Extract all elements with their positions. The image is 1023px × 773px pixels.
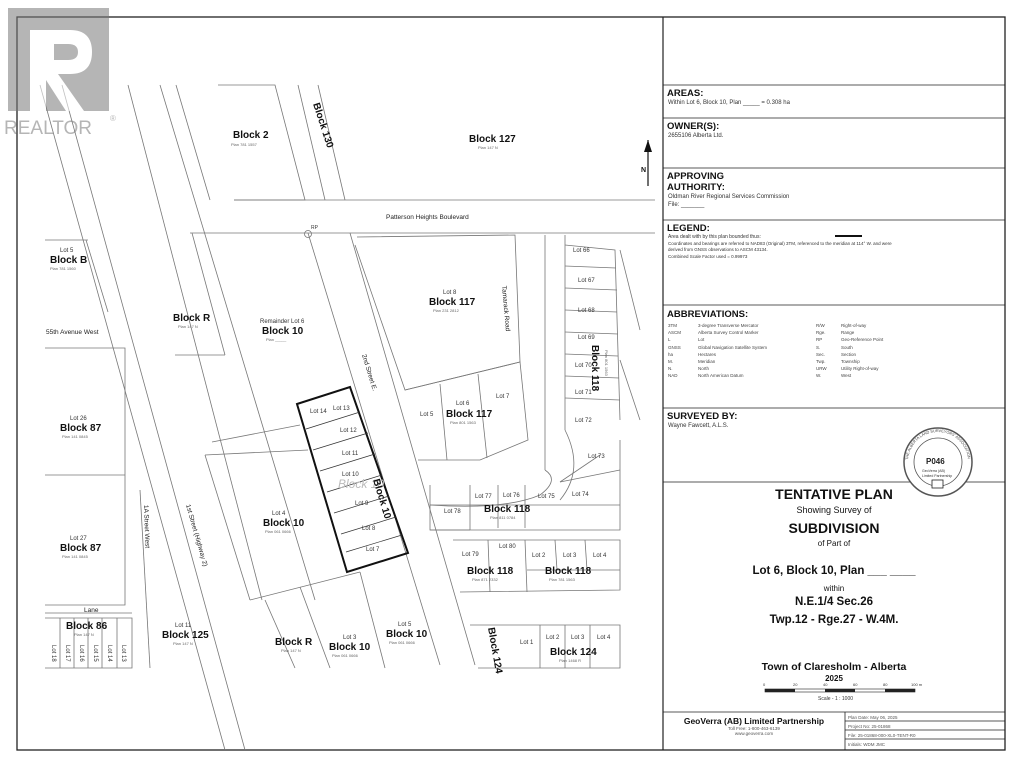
block2-label: Block 2 <box>233 130 269 141</box>
block125-plan: Plan 147 N <box>173 641 193 646</box>
ave55-label: 55th Avenue West <box>46 329 99 336</box>
legend-text-2: Coordinates and bearings are referred to NAD83 (Original) 3TM, referenced to the meridian at 114° W. and were <box>668 241 892 246</box>
block10c-plan: Plan 061 0666 <box>332 653 358 658</box>
scale-tick: 60 <box>853 682 858 687</box>
rp-label: RP <box>311 225 318 231</box>
tamarack-label: Tamarack Road <box>500 285 511 332</box>
footer-company: GeoVerra (AB) Limited Partnership <box>683 716 825 726</box>
title-quarter-section: N.E.1/4 Sec.26 <box>795 596 873 608</box>
block10a-plan: Plan _____ <box>266 337 287 342</box>
lot-label: Lot 70 <box>575 363 592 369</box>
lot-label: Lot 76 <box>503 493 520 499</box>
lot-label: Lot 79 <box>462 552 479 558</box>
lot-label: Lot 10 <box>342 472 359 478</box>
scale-tick: 0 <box>763 682 766 687</box>
legend-heading: LEGEND: <box>667 223 710 234</box>
title-of-part: of Part of <box>817 539 851 548</box>
block127-plan: Plan 147 N <box>478 145 498 150</box>
block2-plan: Plan 781 1557 <box>231 142 257 147</box>
realtor-logo <box>4 8 116 139</box>
realtor-registered: ® <box>110 114 116 123</box>
block118-vertical-label: Block 118 <box>589 345 600 392</box>
lot-label: Lot 66 <box>573 248 590 254</box>
lot-label: Lot 69 <box>578 335 595 341</box>
lot-label: Lot 13 <box>120 645 126 662</box>
legend-text-4: Combined Scale Factor used = 0.99973 <box>668 254 748 259</box>
approving-text: Oldman River Regional Services Commission <box>668 194 790 200</box>
block125-lot: Lot 11 <box>175 623 192 629</box>
footer-project: Project No: 25-01868 <box>848 724 891 729</box>
block124-lot-labels <box>520 635 611 646</box>
legend-text-3: derived from GNSS observations to ASCM 43134. <box>668 247 768 252</box>
patterson-label: Patterson Heights Boulevard <box>386 214 469 221</box>
lot-label: Lot 2 <box>546 635 560 641</box>
title-township-range: Twp.12 - Rge.27 - W.4M. <box>769 614 899 626</box>
realtor-wordmark: REALTOR <box>4 118 92 139</box>
abbreviations-heading: ABBREVIATIONS: <box>667 309 749 320</box>
blockR2-plan: Plan 147 N <box>281 648 301 653</box>
block118c-label: Block 118 <box>545 566 592 577</box>
lot-label: Lot 3 <box>571 635 585 641</box>
lot-label: Lot 4 <box>593 553 607 559</box>
title-year: 2025 <box>825 674 843 683</box>
blockB-label: Block B <box>50 255 88 266</box>
lot-label: Lot 17 <box>64 645 70 662</box>
lot-label: Lot 67 <box>578 278 595 284</box>
legend-section <box>663 223 1005 261</box>
scale-label: Scale - 1 : 1000 <box>818 696 854 702</box>
block10b-lot: Lot 4 <box>272 511 286 517</box>
areas-heading: AREAS: <box>667 88 704 99</box>
lot-label: Lot 11 <box>342 451 359 457</box>
block125-label: Block 125 <box>162 630 209 641</box>
approving-heading-1: APPROVING <box>667 171 725 182</box>
abbr-right-codes: R/W Rge. RP S. Sec. Twp. URW W. <box>816 323 827 379</box>
seal-ring-text: THE ALBERTA LAND SURVEYORS' ASSOCIATION <box>905 428 971 461</box>
owners-heading: OWNER(S): <box>667 121 720 132</box>
scale-tick: 80 <box>883 682 888 687</box>
owners-section <box>663 121 1005 140</box>
block10d-plan: Plan 061 0666 <box>389 640 415 645</box>
scale-tick: 20 <box>793 682 798 687</box>
title-town: Town of Claresholm - Alberta <box>761 661 907 673</box>
block87a-plan: Plan 141 0845 <box>62 434 88 439</box>
lot-label: Lot 77 <box>475 494 492 500</box>
block10a-lot: Remainder Lot 6 <box>260 319 305 325</box>
lot-label: Lot 8 <box>362 526 376 532</box>
seal-company2: Limited Partnership <box>922 474 953 478</box>
second-street-label: 2nd Street E. <box>360 353 378 392</box>
block124-label: Block 124 <box>550 647 597 658</box>
first-street-label: 1st Street (Highway 2) <box>184 503 209 568</box>
lot-label: Lot 73 <box>588 454 605 460</box>
lot-label: Lot 6 <box>456 401 470 407</box>
lot-label: Lot 1 <box>520 640 534 646</box>
lot-label: Lot 71 <box>575 390 592 396</box>
block87a-label: Block 87 <box>60 423 102 434</box>
onea-street-label: 1A Street West <box>142 504 151 549</box>
lot-label: Lot 13 <box>333 406 350 412</box>
block86-label: Block 86 <box>66 621 108 632</box>
block10c-label: Block 10 <box>329 642 371 653</box>
block10d-lot: Lot 5 <box>398 622 412 628</box>
footer-date: Plan Date: May 06, 2025 <box>848 715 898 720</box>
block118b-label: Block 118 <box>467 566 514 577</box>
areas-section <box>663 88 1005 107</box>
block87b-label: Block 87 <box>60 543 102 554</box>
lot-label: Lot 16 <box>78 645 84 662</box>
block87b-lot: Lot 27 <box>70 536 87 542</box>
seal-company: GeoVerra (AB) <box>922 469 945 473</box>
block10c-lot: Lot 3 <box>343 635 357 641</box>
block117a-plan: Plan 231 2812 <box>433 308 459 313</box>
lot-label: Lot 12 <box>340 428 357 434</box>
block117a-lot: Lot 8 <box>443 290 457 296</box>
lot-label: Lot 7 <box>496 394 510 400</box>
block87b-plan: Plan 141 0845 <box>62 554 88 559</box>
lot-label: Lot 78 <box>444 509 461 515</box>
block10-vertical-label: Block 10 <box>370 477 393 521</box>
footer-file: File: 25-01868-000-XL0-TENT-R0 <box>848 733 916 738</box>
blockR1-plan: Plan 147 N <box>178 324 198 329</box>
approving-file: File: _______ <box>668 202 705 208</box>
block10a-label: Block 10 <box>262 326 304 337</box>
abbreviations-table <box>663 320 1005 386</box>
scale-tick: 100 m <box>911 682 923 687</box>
lot-label: Lot 14 <box>106 645 112 662</box>
block10b-label: Block 10 <box>263 518 305 529</box>
lot-label: Lot 9 <box>355 501 369 507</box>
blockR1-label: Block R <box>173 313 211 324</box>
block117b-plan: Plan 801 1563 <box>450 420 476 425</box>
abbreviations-section <box>663 309 1005 386</box>
owners-text: 2655106 Alberta Ltd. <box>668 133 724 139</box>
lot-label: Lot 2 <box>532 553 546 559</box>
title-within: within <box>823 584 845 593</box>
footer-company-block <box>663 716 845 736</box>
title-lot-block: Lot 6, Block 10, Plan ___ ____ <box>752 565 916 577</box>
lot-label: Lot 18 <box>50 645 56 662</box>
footer-details <box>848 713 916 749</box>
approving-section <box>663 171 1005 209</box>
lot-label: Lot 68 <box>578 308 595 314</box>
lot-label: Lot 72 <box>575 418 592 424</box>
title-tentative-plan: TENTATIVE PLAN <box>775 486 893 502</box>
seal-permit: P046 <box>926 457 945 466</box>
lot-label: Lot 15 <box>92 645 98 662</box>
scale-tick: 40 <box>823 682 828 687</box>
blockR2-label: Block R <box>275 637 313 648</box>
block130-label: Block 130 <box>310 101 336 150</box>
abbr-left-codes: 3TM ASCM L GNSS ha M. N. NAD <box>668 323 682 379</box>
block118a-label: Block 118 <box>484 504 531 515</box>
block87a-lot: Lot 26 <box>70 416 87 422</box>
block124-plan: Plan 1468 R <box>559 658 582 663</box>
north-arrow <box>641 140 652 186</box>
areas-text: Within Lot 6, Block 10, Plan _____ = 0.308 ha <box>668 100 790 106</box>
block124-vertical-label: Block 124 <box>485 626 504 675</box>
surveyed-heading: SURVEYED BY: <box>667 411 738 422</box>
lot-label: Lot 7 <box>366 547 380 553</box>
approving-heading-2: AUTHORITY: <box>667 182 725 193</box>
title-subdivision: SUBDIVISION <box>788 520 880 536</box>
block86-plan: Plan 147 N <box>74 632 94 637</box>
block117a-label: Block 117 <box>429 297 476 308</box>
lot-label: Lot 3 <box>563 553 577 559</box>
block118c-plan: Plan 781 1563 <box>549 577 575 582</box>
legend-text-1: Area dealt with by this plan bounded thus: <box>668 234 761 240</box>
block118-vertical-plan: Plan 801 1563 <box>604 350 609 376</box>
scale-bar <box>763 682 923 702</box>
block117b-label: Block 117 <box>446 409 493 420</box>
block-labels <box>50 102 609 675</box>
north-arrow-letter: N <box>641 167 647 174</box>
footer-phone: Toll Free: 1-800-463-6139 <box>728 726 780 731</box>
block118a-plan: Plan 811 0784 <box>490 515 516 520</box>
lot-label: Lot 75 <box>538 494 555 500</box>
block127-label: Block 127 <box>469 134 516 145</box>
blockB-lot: Lot 5 <box>60 248 74 254</box>
footer-web: www.geoverra.com <box>734 731 774 736</box>
lot-label: Lot 14 <box>310 409 327 415</box>
block10d-label: Block 10 <box>386 629 428 640</box>
title-showing: Showing Survey of <box>796 505 872 515</box>
lot-label: Lot 74 <box>572 492 589 498</box>
surveyed-text: Wayne Fawcett, A.L.S. <box>668 423 729 429</box>
block118b-plan: Plan 871 2332 <box>472 577 498 582</box>
abbr-left-meanings: 3-degree Transverse Mercator Alberta Survey Control Marker Lot Global Navigation Satellite System Hectares Meridian North North American Datum <box>698 323 768 379</box>
lane-label: Lane <box>84 607 99 614</box>
block-ghost-label: Block 10 <box>338 477 385 491</box>
lot-label: Lot 5 <box>420 412 434 418</box>
blockB-plan: Plan 781 1560 <box>50 266 76 271</box>
block10b-plan: Plan 061 0666 <box>265 529 291 534</box>
lot-label: Lot 4 <box>597 635 611 641</box>
footer-drawn: Initials: WDM JMC <box>848 742 885 747</box>
lot-label: Lot 80 <box>499 544 516 550</box>
abbr-right-meanings: Right-of-way Range Geo-Reference Point South Section Township Utility Right-of-way West <box>841 323 884 379</box>
surveyed-section <box>663 411 1005 430</box>
